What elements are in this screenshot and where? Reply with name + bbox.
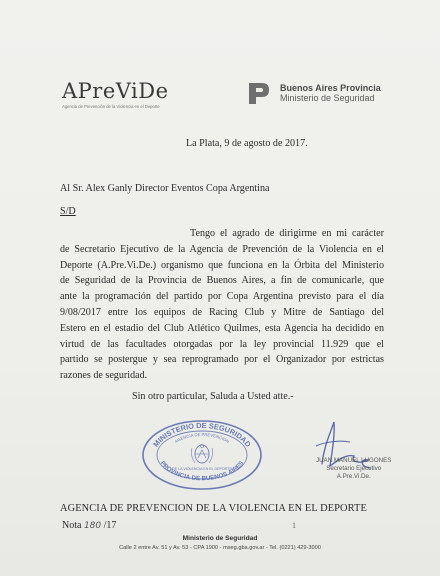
handwritten-mark: 1 <box>292 521 296 530</box>
signature-block <box>316 457 391 481</box>
buenos-aires-logo <box>246 80 381 106</box>
body-line: razones de seguridad. <box>60 370 148 382</box>
letter-closing: Sin otro particular, Saluda a Usted atte.- <box>132 391 294 402</box>
province-flag-icon <box>246 80 272 106</box>
body-line: de Seguridad de la Provincia de Buenos Aires, a fin de comunicarle, que <box>60 275 384 287</box>
letter-body <box>60 226 384 384</box>
official-stamp <box>140 418 264 492</box>
body-line: de Secretario Ejecutivo de la Agencia de Prevención de la Violencia en el <box>60 243 384 255</box>
stamp-outer-text: MINISTERIO DE SEGURIDAD <box>151 420 253 449</box>
body-line: Estero en el estadio del Club Atlético Quilmes, esta Agencia ha decidido en <box>60 322 384 334</box>
note-number: 180 <box>83 521 102 531</box>
aprevide-logo <box>62 80 169 109</box>
note-reference <box>62 520 116 531</box>
aprevide-logo-text: APreViDe <box>62 79 169 103</box>
agency-name: AGENCIA DE PREVENCION DE LA VIOLENCIA EN EL DEPORTE <box>60 503 367 514</box>
coat-of-arms-icon <box>191 444 212 463</box>
stamp-inner-top: AGENCIA DE PREVENCION <box>173 431 231 444</box>
footer-ministry: Ministerio de Seguridad <box>182 535 258 542</box>
body-line: partido se postergue y sea reprogramado por el Organizador por estrictas <box>60 354 384 366</box>
aprevide-tagline: Agencia de Prevención de la Violencia en el Deporte <box>62 104 160 109</box>
stamp-bottom-text: PROVINCIA DE BUENOS AIRES <box>158 459 246 483</box>
signatory-role: Secretario Ejecutivo <box>326 465 382 472</box>
stamp-inner-bottom: DE LA VIOLENCIA EN EL DEPORTE <box>172 467 232 471</box>
letter-date: La Plata, 9 de agosto de 2017. <box>186 138 308 149</box>
body-line: ante la programación del partido por Copa Argentina previsto para el día <box>60 291 384 303</box>
letter-recipient: Al Sr. Alex Ganly Director Eventos Copa Argentina <box>60 183 270 194</box>
footer-address: Calle 2 entre Av. 51 y Av. 53 - CPA 1900 - mseg.gba.gov.ar - Tel. (0221) 429-3000 <box>119 545 321 551</box>
body-line: virtud de las facultades otorgadas por la ley provincial 11.929 que el <box>60 338 384 350</box>
body-line: Deporte (A.Pre.Vi.De.) organismo que funciona en la Órbita del Ministerio <box>60 259 384 271</box>
signatory-name: JUAN MANUEL LUGONES <box>316 457 392 464</box>
body-line: Tengo el agrado de dirigirme en mi carácter <box>190 228 384 239</box>
note-suffix: /17 <box>103 520 117 531</box>
body-line: 9/08/2017 entre los equipos de Racing Club y Mitre de Santiago del <box>60 306 384 318</box>
ministry-subtitle: Ministerio de Seguridad <box>280 93 375 103</box>
letter-salutation: S/D <box>60 206 76 217</box>
province-title: Buenos Aires Provincia <box>280 83 381 93</box>
note-label: Nota <box>62 520 82 531</box>
signatory-org: A.Pre.Vi.De. <box>336 473 371 480</box>
